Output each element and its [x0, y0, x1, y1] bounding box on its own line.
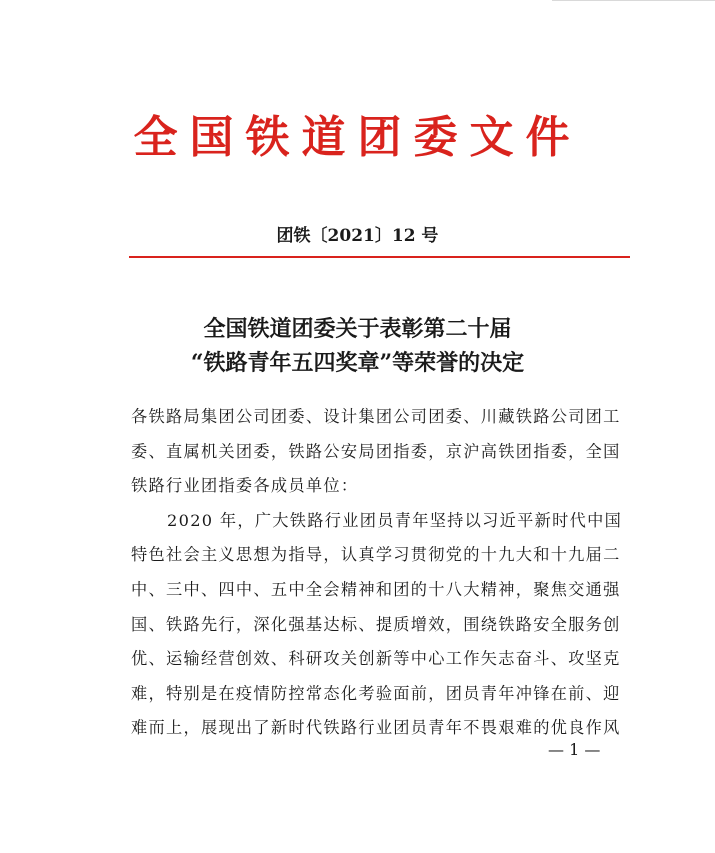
paragraph-line: 2020 年，广大铁路行业团员青年坚持以习近平新时代中国: [167, 510, 623, 530]
paragraph-line: 特色社会主义思想为指导，认真学习贯彻党的十九大和十九届二: [131, 545, 621, 565]
scan-edge-line: [552, 0, 715, 1]
paragraph-line: 优、运输经营创效、科研攻关创新等中心工作矢志奋斗、攻坚克: [131, 649, 621, 669]
address-line: 铁路行业团指委各成员单位：: [131, 476, 359, 496]
paragraph-line: 难而上，展现出了新时代铁路行业团员青年不畏艰难的优良作风: [131, 718, 621, 738]
decision-title: [0, 312, 715, 380]
paragraph-line: 国、铁路先行，深化强基达标、提质增效，围绕铁路安全服务创: [131, 614, 621, 634]
address-line: 各铁路局集团公司团委、设计集团公司团委、川藏铁路公司团工: [131, 407, 621, 426]
document-header-title: 全国铁道团委文件: [133, 112, 582, 163]
address-line: 委、直属机关团委，铁路公安局团指委，京沪高铁团指委，全国: [131, 441, 621, 461]
document-number: 团铁〔2021〕12 号: [276, 226, 439, 246]
document-body: [131, 400, 631, 746]
red-divider-line: [129, 256, 630, 258]
decision-title-line-2: “铁路青年五四奖章”等荣誉的决定: [190, 350, 525, 376]
decision-title-line-1: 全国铁道团委关于表彰第二十届: [203, 316, 512, 342]
page-number: — 1 —: [548, 740, 601, 759]
paragraph-line: 难，特别是在疫情防控常态化考验面前，团员青年冲锋在前、迎: [131, 683, 621, 703]
paragraph-line: 中、三中、四中、五中全会精神和团的十八大精神，聚焦交通强: [131, 579, 621, 599]
